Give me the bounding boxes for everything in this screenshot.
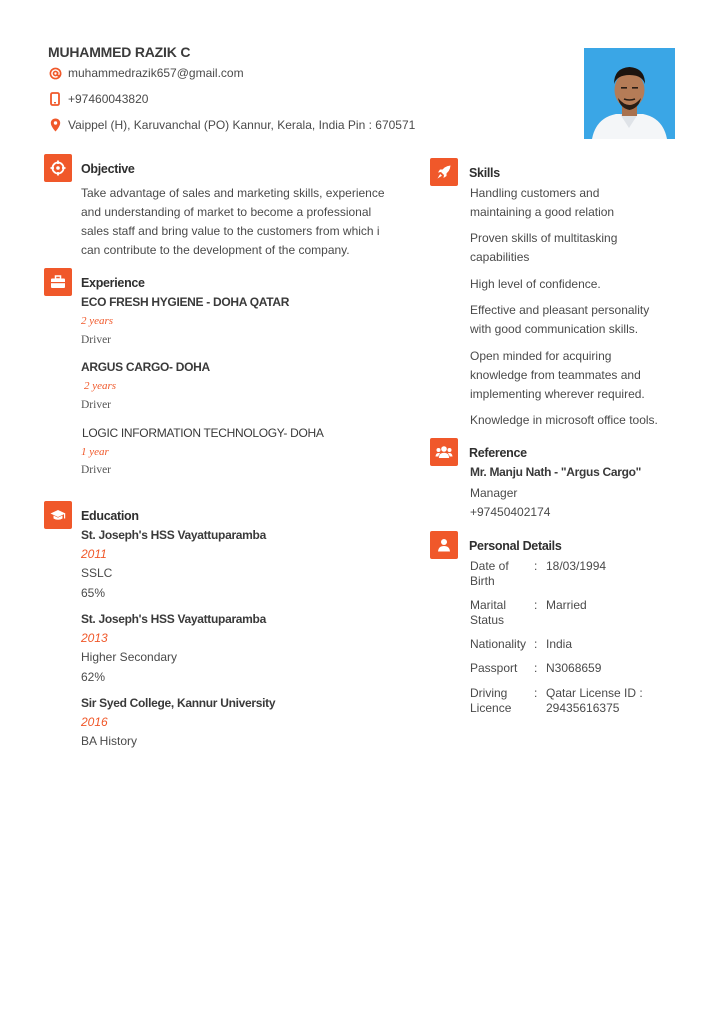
skills-title: Skills (469, 166, 500, 180)
personal-title: Personal Details (469, 539, 562, 553)
education-year: 2011 (81, 547, 107, 561)
target-icon (44, 154, 72, 182)
personal-key-line: Nationality (470, 637, 527, 651)
skill-item (470, 347, 645, 404)
candidate-name: MUHAMMED RAZIK C (48, 44, 191, 60)
personal-value (546, 637, 572, 652)
location-pin-icon (48, 118, 62, 132)
reference-position: Manager (470, 486, 518, 500)
personal-row-marital (470, 598, 587, 628)
personal-row-licence (470, 686, 643, 716)
personal-colon: : (534, 661, 538, 675)
objective-line: can contribute to the development of the company. (81, 243, 350, 257)
graduation-cap-icon (44, 501, 72, 529)
personal-key (470, 686, 534, 716)
education-year: 2013 (81, 631, 108, 645)
job-role: Driver (81, 334, 112, 346)
skill-line: Effective and pleasant personality (470, 303, 650, 317)
personal-key-line: Birth (470, 574, 495, 588)
personal-row-nationality (470, 637, 572, 652)
person-icon (430, 531, 458, 559)
job-duration: 2 years (81, 315, 114, 327)
reference-name: Mr. Manju Nath - "Argus Cargo" (470, 465, 642, 479)
briefcase-icon (44, 268, 72, 296)
personal-colon: : (534, 686, 538, 700)
skill-item (470, 275, 601, 294)
objective-line: sales staff and bring value to the customers from which i (81, 224, 380, 238)
personal-value-line: Qatar License ID : (546, 686, 643, 700)
skill-line: Knowledge in microsoft office tools. (470, 413, 658, 427)
objective-text (81, 184, 411, 260)
skill-item (470, 229, 617, 267)
phone-row (48, 92, 148, 106)
address-row (48, 118, 415, 132)
phone-text: +97460043820 (68, 92, 149, 106)
education-course: SSLC (81, 566, 113, 580)
skill-line: Open minded for acquiring (470, 349, 612, 363)
skill-line: with good communication skills. (470, 322, 639, 336)
job-duration: 1 year (81, 446, 109, 458)
at-icon (48, 66, 62, 80)
job-role: Driver (81, 464, 112, 476)
education-course: Higher Secondary (81, 650, 178, 664)
education-year: 2016 (81, 715, 108, 729)
personal-value-line: 29435616375 (546, 701, 620, 715)
objective-line: Take advantage of sales and marketing skills, experience (81, 186, 385, 200)
skill-line: capabilities (470, 250, 530, 264)
skill-line: implementing wherever required. (470, 387, 645, 401)
personal-value-line: Married (546, 598, 587, 612)
education-score: 65% (81, 586, 106, 600)
school-name: St. Joseph's HSS Vayattuparamba (81, 528, 266, 542)
skill-line: High level of confidence. (470, 277, 601, 291)
profile-photo (584, 48, 675, 139)
phone-icon (48, 92, 62, 106)
skill-line: knowledge from teammates and (470, 368, 641, 382)
personal-value (546, 686, 643, 716)
skill-item (470, 411, 658, 430)
personal-key-line: Marital (470, 598, 507, 612)
email-text: muhammedrazik657@gmail.com (68, 66, 244, 80)
reference-phone: +97450402174 (470, 505, 551, 519)
personal-colon: : (534, 559, 538, 573)
job-duration: 2 years (84, 380, 117, 392)
school-name: Sir Syed College, Kannur University (81, 696, 276, 710)
objective-line: and understanding of market to become a professional (81, 205, 372, 219)
personal-colon: : (534, 598, 538, 612)
reference-title: Reference (469, 446, 527, 460)
address-text: Vaippel (H), Karuvanchal (PO) Kannur, Kerala, India Pin : 670571 (68, 118, 416, 132)
education-score: 62% (81, 670, 106, 684)
job-company: LOGIC INFORMATION TECHNOLOGY- DOHA (82, 426, 324, 440)
personal-key-line: Licence (470, 701, 512, 715)
personal-key-line: Status (470, 613, 505, 627)
personal-key (470, 598, 534, 628)
skill-line: Proven skills of multitasking (470, 231, 618, 245)
users-icon (430, 438, 458, 466)
experience-title: Experience (81, 276, 145, 290)
job-company: ARGUS CARGO- DOHA (81, 360, 210, 374)
personal-key-line: Date of (470, 559, 509, 573)
email-row (48, 66, 244, 80)
objective-title: Objective (81, 162, 135, 176)
personal-value-line: 18/03/1994 (546, 559, 607, 573)
personal-row-passport (470, 661, 601, 676)
skill-line: Handling customers and (470, 186, 600, 200)
personal-key-line: Passport (470, 661, 518, 675)
skill-line: maintaining a good relation (470, 205, 615, 219)
personal-key (470, 661, 534, 676)
personal-key (470, 637, 534, 652)
personal-key (470, 559, 534, 589)
rocket-icon (430, 158, 458, 186)
education-title: Education (81, 509, 139, 523)
skill-item (470, 184, 614, 222)
personal-row-dob (470, 559, 606, 589)
personal-key-line: Driving (470, 686, 508, 700)
personal-value-line: N3068659 (546, 661, 602, 675)
skill-item (470, 301, 649, 339)
education-course: BA History (81, 734, 138, 748)
personal-value (546, 559, 606, 589)
school-name: St. Joseph's HSS Vayattuparamba (81, 612, 266, 626)
job-company: ECO FRESH HYGIENE - DOHA QATAR (81, 295, 290, 309)
job-role: Driver (81, 399, 112, 411)
personal-value (546, 598, 587, 628)
personal-value (546, 661, 601, 676)
personal-value-line: India (546, 637, 573, 651)
personal-colon: : (534, 637, 538, 651)
